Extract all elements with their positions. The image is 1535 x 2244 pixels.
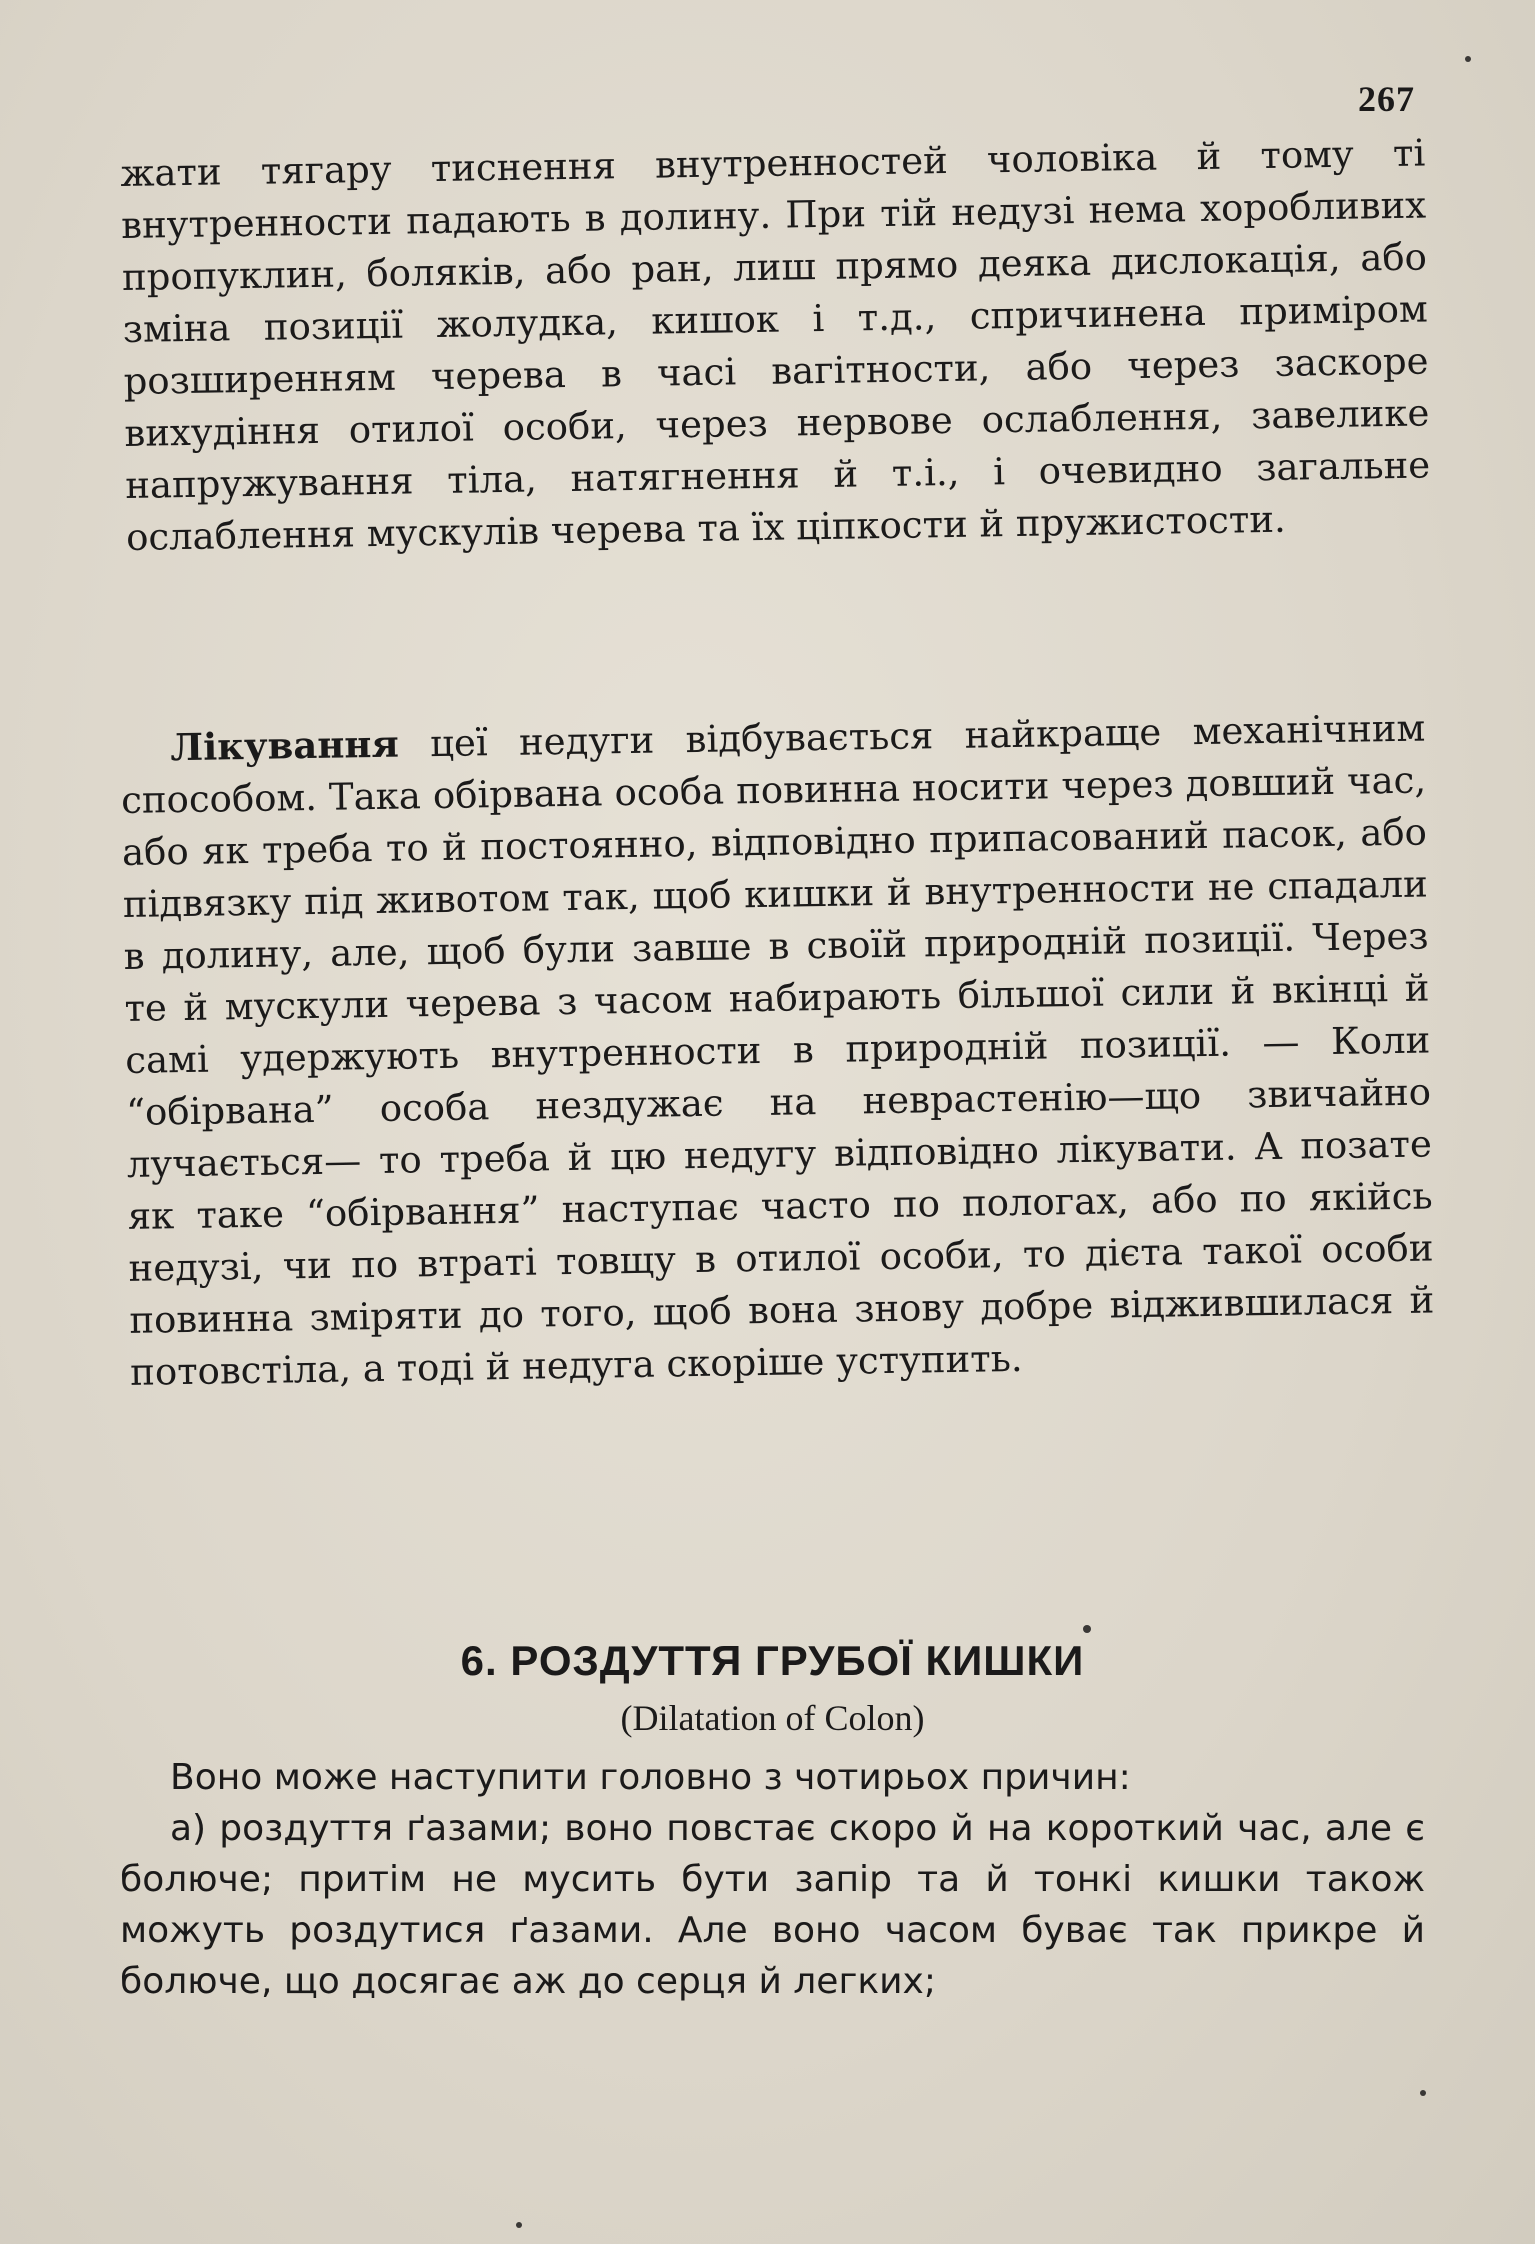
paper-speck — [1465, 56, 1471, 62]
section-title: 6. РОЗДУТТЯ ГРУБОЇ КИШКИ — [460, 1637, 1085, 1684]
paragraph-2-text: цеї недуги відбувається найкраще механічним способом. Така обірвана особа повинна носити через довший час, або як треба то й постоянно, відповідно припасований пасок, або підвязку під животом так, щоб кишки й внутренности не спадали в долину, але, щоб були завше в своїй природній позиції. Через те й мускули черева з часом набирають більшої сили й вкінці й самі удержують внутренности в природній позиції. — Коли “обірвана” особа нездужає на неврастенію—що звичайно лучається— то треба й цю недугу відповідно лікувати. А позате як таке “обірвання” наступає часто по пологах, або по якійсь недузі, чи по втраті товщу в отилої особи, то дієта такої особи повинна зміряти до того, щоб вона знову добре віджившилася й потовстіла, а тоді й недуга скоріше уступить. — [120, 706, 1435, 1394]
section-body — [120, 1752, 1425, 2007]
paper-speck — [516, 2222, 522, 2228]
paper-speck — [1420, 2090, 1426, 2096]
paragraph-1-text: жати тягару тиснення внутренностей чоловіка й тому ті внутренности падають в долину. При тій недузі нема хоробливих пропуклин, боляків, або ран, лиш прямо деяка дислокація, або зміна позиції жолудка, кишок і т.д., спричинена приміром розширенням черева в часі вагітности, або через заскоре вихудіння отилої особи, через нервове ослаблення, завелике напружування тіла, натягнення й т.і., і очевидно загальне ослаблення мускулів черева та їх ціпкости й пружистости. — [120, 131, 1431, 559]
paper-speck — [1083, 1625, 1091, 1633]
section-item-a: а) роздуття ґазами; воно повстає скоро й на короткий час, але є болюче; притім не мусить бути запір та й тонкі кишки також можуть роздутися ґазами. Але воно часом буває так прикре й болюче, що досягає аж до серця й легких; — [120, 1808, 1425, 2002]
body-paragraph-1 — [120, 131, 1431, 564]
page-number: 267 — [1358, 79, 1415, 119]
section-intro: Воно може наступити головно з чотирьох причин: — [170, 1757, 1131, 1798]
paragraph-2-lead-term: Лікування — [170, 721, 400, 770]
section-subtitle: (Dilatation of Colon) — [620, 1698, 925, 1738]
body-paragraph-2 — [120, 706, 1435, 1399]
